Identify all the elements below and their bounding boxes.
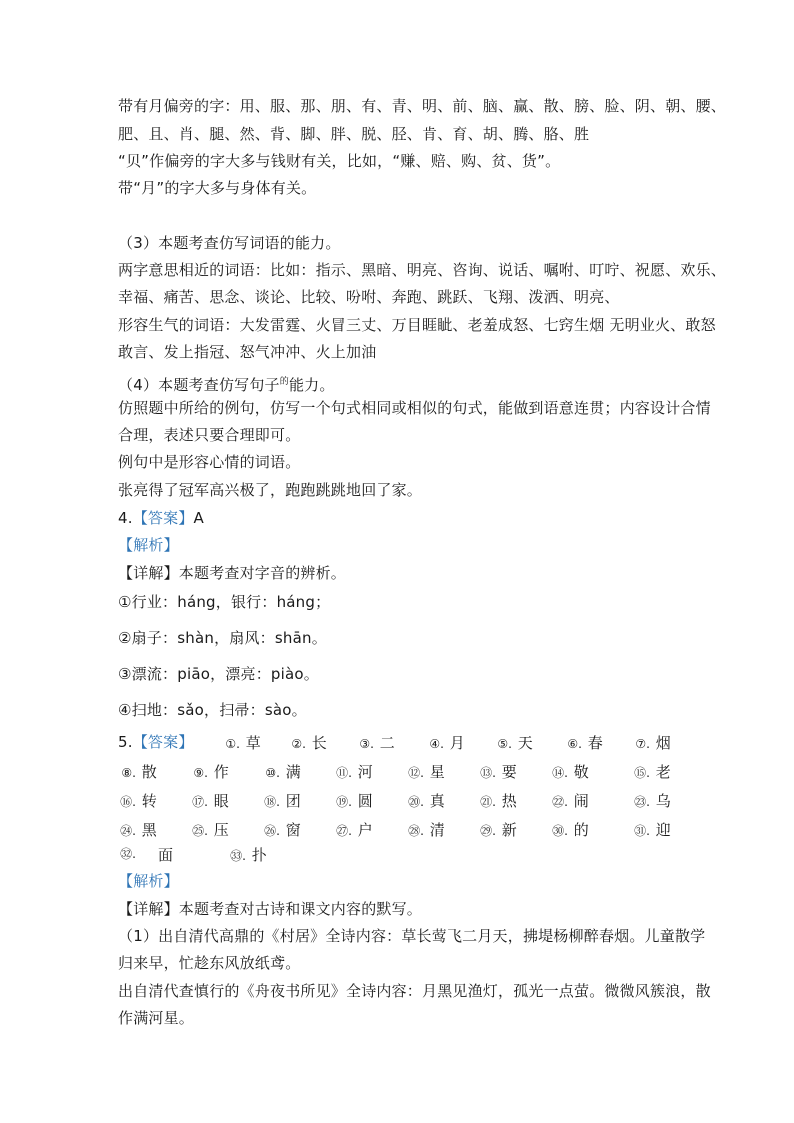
- q3-line-2: 幸福、痛苦、思念、谈论、比较、吩咐、奔跑、跳跃、飞翔、泼洒、明亮、: [118, 288, 620, 306]
- item5-answer-tag: 【答案】: [132, 733, 194, 751]
- answer-marker: ⑦.: [635, 737, 650, 751]
- answer-cell: [334, 790, 373, 811]
- answer-cell: [564, 732, 603, 753]
- answer-marker: ㉒.: [552, 795, 568, 809]
- answer-value: 天: [513, 734, 533, 752]
- answer-value: 河: [353, 763, 373, 781]
- answer-marker: ⑭.: [552, 766, 568, 780]
- answer-cell: [228, 844, 267, 865]
- answer-marker: ②.: [291, 737, 306, 751]
- answer-value: 团: [281, 792, 301, 810]
- answer-cell: [406, 761, 445, 782]
- answer-marker: ㉓.: [634, 795, 650, 809]
- answer-cell: [478, 761, 517, 782]
- item5-detail: 【详解】本题考查对古诗和课文内容的默写。: [118, 900, 423, 918]
- answer-cell: [406, 819, 445, 840]
- q4-title-small: 的: [279, 377, 289, 387]
- answer-marker: ㉗.: [336, 824, 352, 838]
- answer-cell: [632, 732, 671, 753]
- answer-cell: [158, 844, 173, 865]
- answer-marker: ㉜.: [120, 847, 136, 861]
- answer-cell: [426, 732, 465, 753]
- item4-analysis-tag: 【解析】: [118, 536, 179, 554]
- answer-cell: [478, 819, 517, 840]
- answer-cell: [288, 732, 327, 753]
- answer-value: 乌: [651, 792, 671, 810]
- answer-marker: ㉘.: [408, 824, 424, 838]
- answer-value: 扑: [247, 846, 267, 864]
- q4-line-3: 例句中是形容心情的词语。: [118, 453, 301, 471]
- q3-line-4: 敢言、发上指冠、怒气冲冲、火上加油: [118, 343, 377, 361]
- item4-detail: 【详解】本题考查对字音的辨析。: [118, 564, 347, 582]
- answer-value: 春: [583, 734, 603, 752]
- answer-cell: [262, 761, 301, 782]
- q4-line-1: 仿照题中所给的例句，仿写一个句式相同或相似的句式，能做到语意连贯；内容设计合情: [118, 399, 711, 417]
- answer-marker: ③.: [359, 737, 374, 751]
- item5-analysis-tag: 【解析】: [118, 872, 179, 890]
- answer-marker: ⑤.: [497, 737, 512, 751]
- answer-cell: [334, 761, 373, 782]
- answer-cell: [118, 761, 157, 782]
- item5-number: 5.: [118, 733, 133, 751]
- answer-value: 面: [158, 846, 174, 864]
- answer-marker: ⑰.: [192, 795, 208, 809]
- answer-value: 敬: [569, 763, 589, 781]
- answer-value: 散: [137, 763, 157, 781]
- answer-value: 热: [497, 792, 517, 810]
- answer-cell: [262, 790, 301, 811]
- item5-poem-1-line-2: 归来早，忙趁东风放纸鸢。: [118, 954, 301, 972]
- answer-marker: ⑫.: [408, 766, 424, 780]
- shell-radical-note: “贝”作偏旁的字大多与钱财有关，比如，“赚、赔、购、贫、货”。: [118, 152, 561, 170]
- answer-cell: [118, 819, 157, 840]
- answer-value: 老: [651, 763, 671, 781]
- month-radical-line-1: 带有月偏旁的字：用、服、那、朋、有、青、明、前、脑、赢、散、膀、脸、阴、朝、腰、: [118, 97, 727, 115]
- answer-value: 压: [209, 821, 229, 839]
- q4-title: [118, 372, 335, 395]
- answer-cell: [356, 732, 395, 753]
- answer-cell: [334, 819, 373, 840]
- answer-value: 新: [497, 821, 517, 839]
- answer-cell: [494, 732, 533, 753]
- answer-marker: ㉕.: [192, 824, 208, 838]
- answer-cell: [190, 819, 229, 840]
- answer-cell: [406, 790, 445, 811]
- answer-value: 作: [209, 763, 229, 781]
- answer-cell: [222, 732, 261, 753]
- q4-title-pre: （4）本题考查仿写句子: [118, 376, 280, 394]
- answer-marker: ⑲.: [336, 795, 352, 809]
- month-radical-note: 带“月”的字大多与身体有关。: [118, 179, 317, 197]
- answer-value: 烟: [651, 734, 671, 752]
- answer-cell: [632, 761, 671, 782]
- answer-cell: [262, 819, 301, 840]
- item5-poem-2-line-2: 作满河星。: [118, 1009, 195, 1027]
- item5-poem-2-line-1: 出自清代查慎行的《舟夜书所见》全诗内容：月黑见渔灯，孤光一点萤。微微风簇浪，散: [118, 982, 711, 1000]
- answer-cell: [478, 790, 517, 811]
- answer-marker: ④.: [429, 737, 444, 751]
- answer-value: 草: [241, 734, 261, 752]
- q3-line-1: 两字意思相近的词语：比如：指示、黑暗、明亮、咨询、说话、嘱咐、叮咛、祝愿、欢乐、: [118, 261, 727, 279]
- answer-cell: [550, 790, 589, 811]
- answer-marker: ㉚.: [552, 824, 568, 838]
- month-radical-line-2: 肥、且、肖、腿、然、背、脚、胖、脱、胫、肯、育、胡、腾、胳、胜: [118, 125, 590, 143]
- answer-marker: ⑮.: [634, 766, 650, 780]
- answer-value: 月: [445, 734, 465, 752]
- item4-pinyin-1: ①行业：háng，银行：háng；: [118, 593, 331, 611]
- answer-cell: [118, 844, 137, 862]
- answer-value: 星: [425, 763, 445, 781]
- item4-pinyin-2: ②扇子：shàn，扇风：shān。: [118, 629, 327, 647]
- answer-marker: ㉝.: [230, 849, 246, 863]
- answer-value: 圆: [353, 792, 373, 810]
- answer-marker: ㉔.: [120, 824, 136, 838]
- answer-marker: ①.: [225, 737, 240, 751]
- answer-cell: [550, 819, 589, 840]
- q4-line-2: 合理，表述只要合理即可。: [118, 426, 301, 444]
- answer-marker: ⑧.: [121, 766, 136, 780]
- item4-pinyin-4: ④扫地：sǎo，扫帚：sào。: [118, 701, 307, 719]
- answer-marker: ⑳.: [408, 795, 424, 809]
- answer-marker: ⑪.: [336, 766, 352, 780]
- answer-cell: [118, 790, 157, 811]
- answer-value: 眼: [209, 792, 229, 810]
- answer-marker: ㉙.: [480, 824, 496, 838]
- answer-marker: ⑥.: [567, 737, 582, 751]
- item4-number: 4.: [118, 509, 133, 527]
- item4-pinyin-3: ③漂流：piāo，漂亮：piào。: [118, 665, 319, 683]
- answer-marker: ㉛.: [634, 824, 650, 838]
- answer-cell: [632, 790, 671, 811]
- answer-value: 迎: [651, 821, 671, 839]
- answer-marker: ⑯.: [120, 795, 136, 809]
- answer-value: 长: [307, 734, 327, 752]
- q3-title: （3）本题考查仿写词语的能力。: [118, 234, 341, 252]
- answer-value: 满: [281, 763, 301, 781]
- answer-marker: ㉖.: [264, 824, 280, 838]
- answer-cell: [190, 761, 229, 782]
- answer-marker: ⑨.: [193, 766, 208, 780]
- answer-value: 二: [375, 734, 395, 752]
- answer-value: 闹: [569, 792, 589, 810]
- answer-value: 转: [137, 792, 157, 810]
- answer-marker: ⑬.: [480, 766, 496, 780]
- answer-cell: [632, 819, 671, 840]
- answer-marker: ⑩.: [265, 766, 280, 780]
- item4-answer-tag: 【答案】: [132, 509, 194, 527]
- item5-poem-1-line-1: （1）出自清代高鼎的《村居》全诗内容：草长莺飞二月天，拂堤杨柳醉春烟。儿童散学: [118, 927, 706, 945]
- answer-value: 的: [569, 821, 589, 839]
- answer-value: 真: [425, 792, 445, 810]
- answer-cell: [550, 761, 589, 782]
- item4-answer-line: [118, 508, 204, 528]
- q4-line-4: 张亮得了冠军高兴极了，跑跑跳跳地回了家。: [118, 481, 423, 499]
- answer-value: 户: [353, 821, 373, 839]
- answer-value: 窗: [281, 821, 301, 839]
- q3-line-3: 形容生气的词语：大发雷霆、火冒三丈、万目睚眦、老羞成怒、七窍生烟 无明业火、敢怒: [118, 316, 716, 334]
- answer-value: 黑: [137, 821, 157, 839]
- answer-value: 清: [425, 821, 445, 839]
- answer-cell: [190, 790, 229, 811]
- answer-marker: ⑱.: [264, 795, 280, 809]
- answer-marker: ㉑.: [480, 795, 496, 809]
- item5-answer-line: [118, 732, 194, 752]
- q4-title-post: 能力。: [288, 376, 335, 394]
- item4-answer-value: A: [193, 509, 204, 527]
- answer-value: 要: [497, 763, 517, 781]
